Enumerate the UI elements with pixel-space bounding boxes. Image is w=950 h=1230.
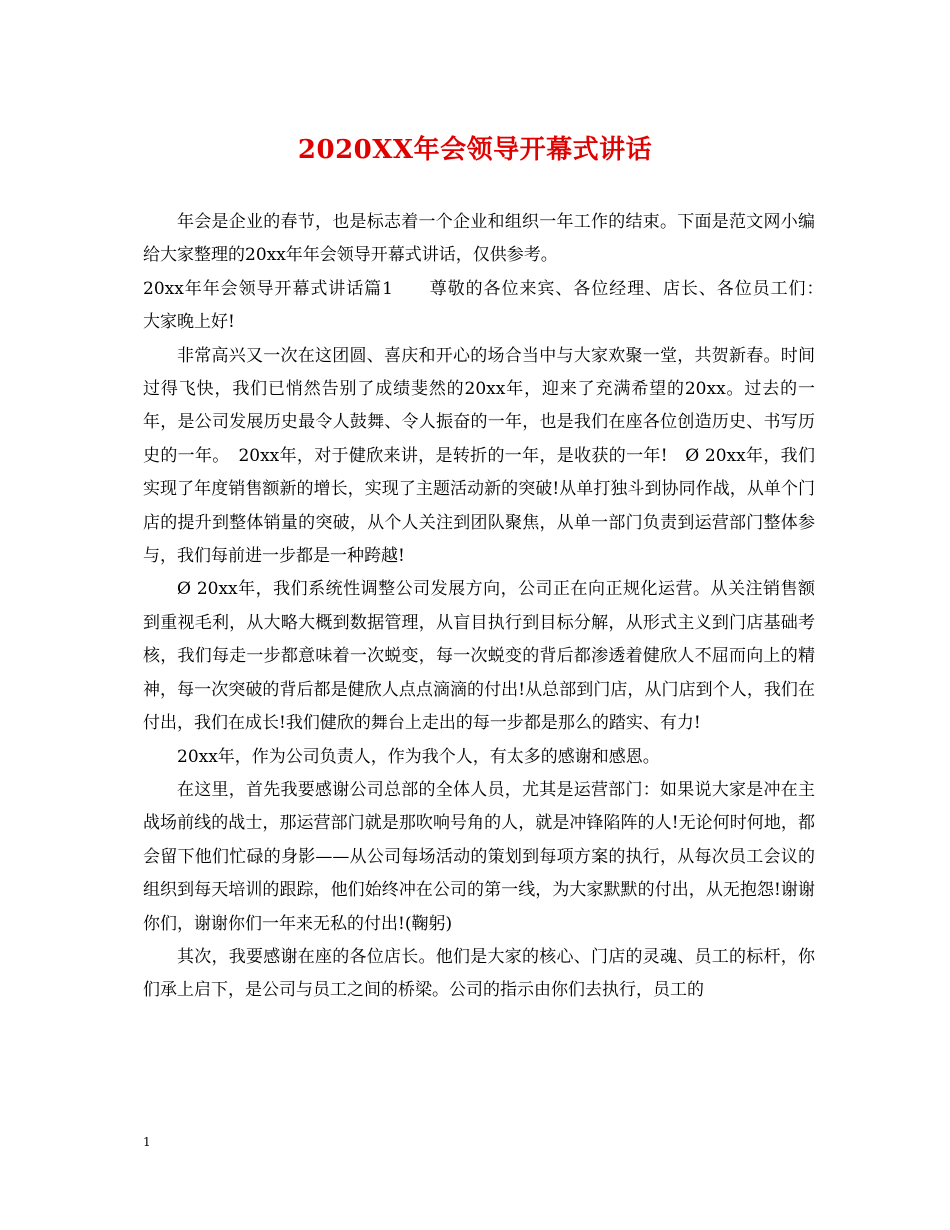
- paragraph-thanks-headquarters: 在这里，首先我要感谢公司总部的全体人员，尤其是运营部门：如果说大家是冲在主战场前线的战士，那运营部门就是那吹响号角的人，就是冲锋陷阵的人!无论何时何地，都会留下他们忙碌的身影——从公司每场活动的策划到每项方案的执行，从每次员工会议的组织到每天培训的跟踪，他们始终冲在公司的第一线，为大家默默的付出，从无抱怨!谢谢你们，谢谢你们一年来无私的付出!(鞠躬): [143, 779, 815, 934]
- paragraph-review: 非常高兴又一次在这团圆、喜庆和开心的场合当中与大家欢聚一堂，共贺新春。时间过得飞快，我们已悄然告别了成绩斐然的20xx年，迎来了充满希望的20xx。过去的一年，是公司发展历史最令人鼓舞、令人振奋的一年，也是我们在座各位创造历史、书写历史的一年。 20xx年，对于健欣来讲，是转折的一年，是收获的一年! Ø 20xx年，我们实现了年度销售额新的增长，实现了主题活动新的突破!从单打独斗到协同作战，从单个门店的提升到整体销量的突破，从个人关注到团队聚焦，从单一部门负责到运营部门整体参与，我们每前进一步都是一种跨越!: [143, 345, 815, 567]
- paragraph-adjustment: Ø 20xx年，我们系统性调整公司发展方向，公司正在向正规化运营。从关注销售额到重视毛利，从大略大概到数据管理，从盲目执行到目标分解，从形式主义到门店基础考核，我们每走一步都意味着一次蜕变，每一次蜕变的背后都渗透着健欣人不屈而向上的精神，每一次突破的背后都是健欣人点点滴滴的付出!从总部到门店，从门店到个人，我们在付出，我们在成长!我们健欣的舞台上走出的每一步都是那么的踏实、有力!: [143, 579, 815, 734]
- paragraph-thanks-intro: 20xx年，作为公司负责人，作为我个人，有太多的感谢和感恩。: [177, 746, 660, 767]
- document-title: 2020XX年会领导开幕式讲话: [297, 135, 653, 165]
- paragraph-thanks-managers: 其次，我要感谢在座的各位店长。他们是大家的核心、门店的灵魂、员工的标杆，你们承上启下，是公司与员工之间的桥梁。公司的指示由你们去执行，员工的: [143, 946, 815, 1001]
- page-number: 1: [143, 1135, 151, 1149]
- paragraph-greeting: 20xx年年会领导开幕式讲话篇1 尊敬的各位来宾、各位经理、店长、各位员工们： 大家晚上好!: [143, 278, 832, 333]
- document-body: [143, 206, 832, 1008]
- paragraph-intro: 年会是企业的春节，也是标志着一个企业和组织一年工作的结束。下面是范文网小编给大家整理的20xx年年会领导开幕式讲话，仅供参考。: [143, 212, 815, 266]
